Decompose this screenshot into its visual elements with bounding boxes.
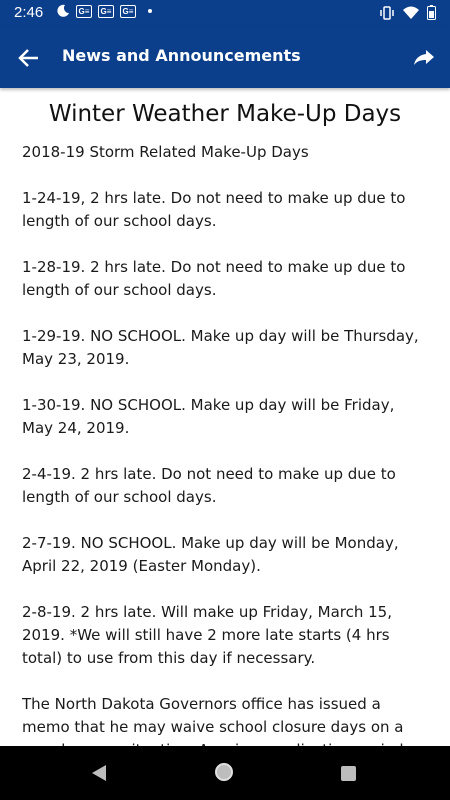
- article-paragraph: 1-28-19. 2 hrs late. Do not need to make up due to length of our school days.: [22, 258, 406, 299]
- status-bar: [0, 0, 450, 26]
- vibrate-icon: [379, 6, 395, 20]
- home-circle-icon[interactable]: [215, 763, 233, 781]
- recents-square-icon[interactable]: [341, 766, 356, 781]
- google-news-icon: G≡: [120, 5, 136, 18]
- status-right-icons: [379, 5, 436, 20]
- article-paragraph: 1-29-19. NO SCHOOL. Make up day will be Thursday, May 23, 2019.: [22, 327, 419, 368]
- article-paragraph: 2-4-19. 2 hrs late. Do not need to make up due to length of our school days.: [22, 465, 396, 506]
- status-left-icons: [56, 4, 152, 18]
- share-icon[interactable]: [412, 45, 436, 69]
- app-bar: [0, 26, 450, 88]
- article-body: [22, 141, 428, 785]
- article-content[interactable]: [0, 88, 450, 746]
- back-triangle-icon[interactable]: [90, 764, 108, 782]
- moon-icon: [56, 4, 70, 18]
- article-title: Winter Weather Make-Up Days: [48, 101, 402, 127]
- battery-icon: [427, 5, 436, 20]
- arrow-left-icon[interactable]: [16, 45, 42, 71]
- article-paragraph: 1-30-19. NO SCHOOL. Make up day will be Friday, May 24, 2019.: [22, 396, 395, 437]
- article-paragraph: 2-8-19. 2 hrs late. Will make up Friday, March 15, 2019. *We will still have 2 more late starts (4 hrs total) to use from this day if necessary.: [22, 603, 392, 667]
- page-title: News and Announcements: [62, 46, 301, 65]
- google-news-icon: G≡: [76, 5, 92, 18]
- article-paragraph: 2-7-19. NO SCHOOL. Make up day will be Monday, April 22, 2019 (Easter Monday).: [22, 534, 399, 575]
- article-paragraph: The North Dakota Governors office has issued a memo that he may waive school closure days on a: [22, 695, 404, 736]
- article-paragraph: 1-24-19, 2 hrs late. Do not need to make up due to length of our school days.: [22, 189, 406, 230]
- wifi-icon: [403, 6, 419, 20]
- google-news-icon: G≡: [98, 5, 114, 18]
- article-paragraph: 2018-19 Storm Related Make-Up Days: [22, 143, 309, 161]
- notification-dot: [148, 9, 152, 13]
- status-time: 2:46: [14, 4, 44, 21]
- system-nav-bar: [0, 746, 450, 800]
